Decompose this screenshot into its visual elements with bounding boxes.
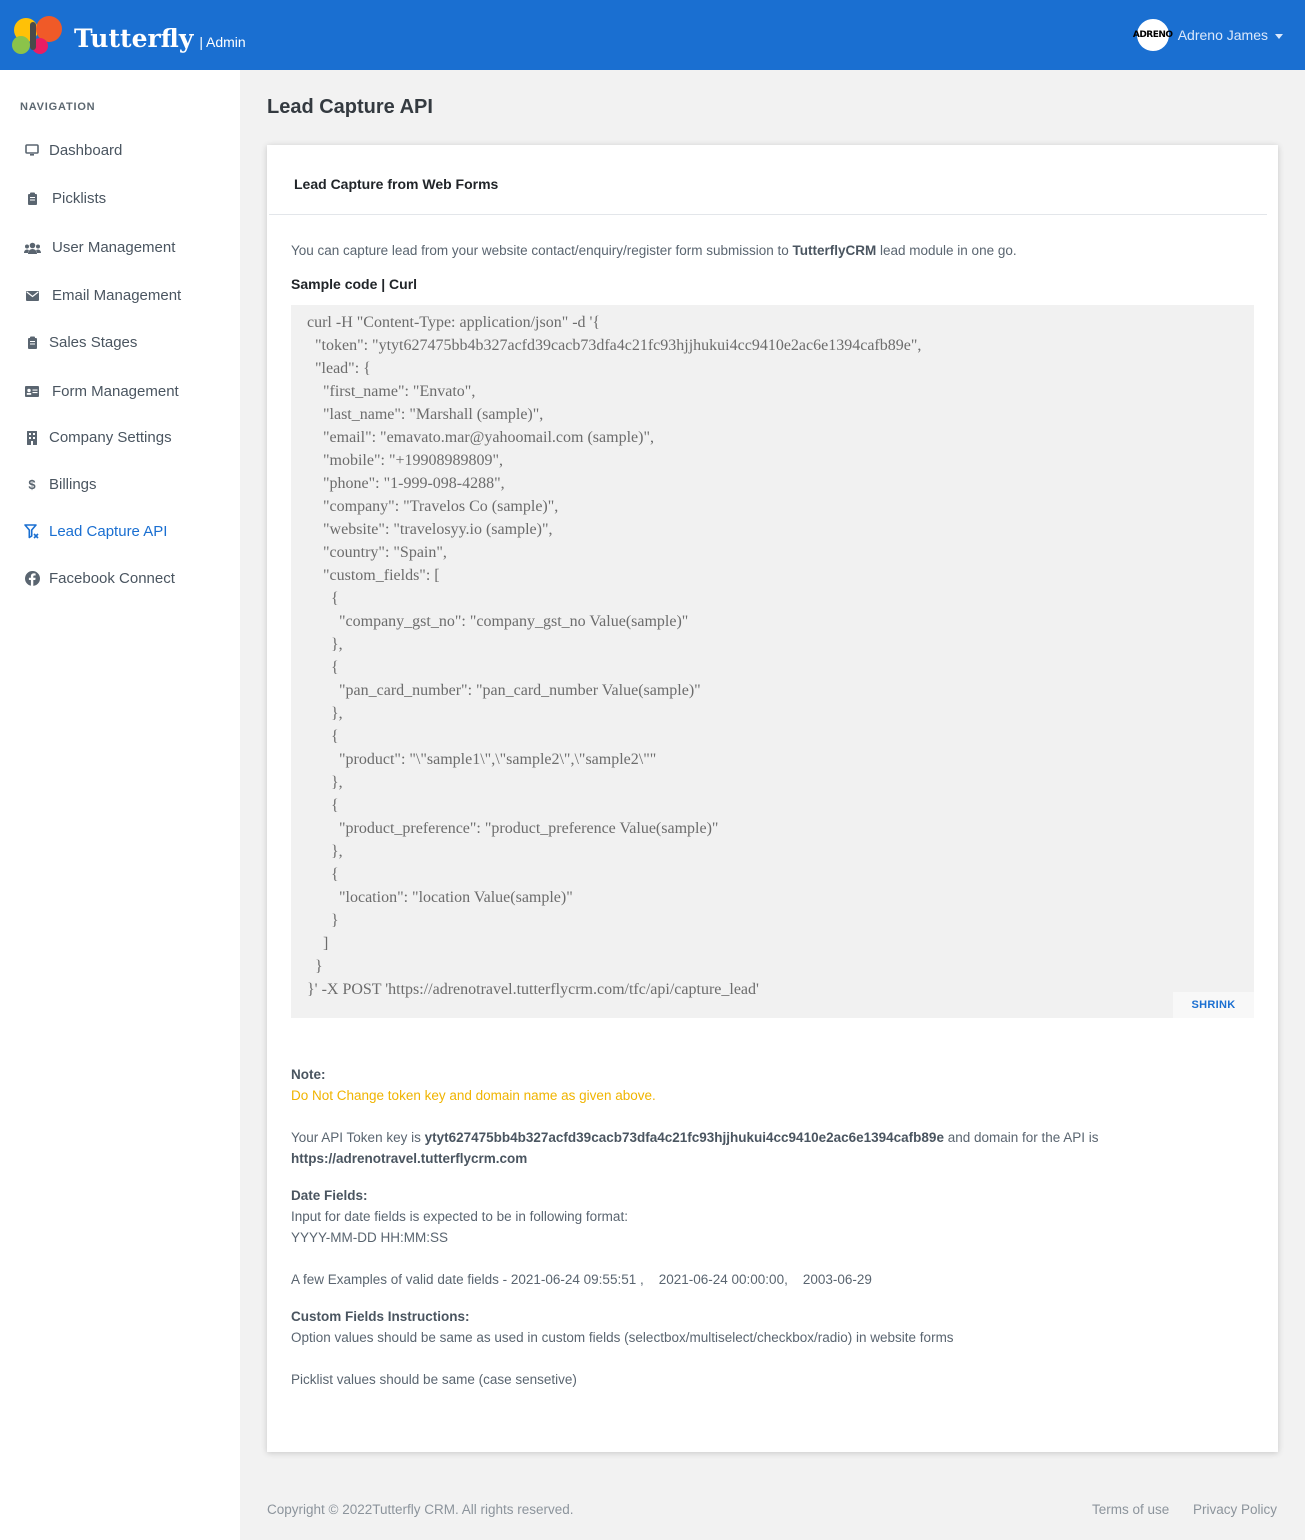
custom-fields-heading: Custom Fields Instructions:: [291, 1309, 470, 1324]
lead-capture-card: [267, 145, 1278, 1452]
api-token[interactable]: ytyt627475bb4b327acfd39cacb73dfa4c21fc93hjjhukui4cc9410e2ac6e1394cafb89e: [424, 1130, 944, 1145]
facebook-icon: [24, 571, 40, 587]
date-examples: A few Examples of valid date fields - 2021-06-24 09:55:51 , 2021-06-24 00:00:00, 2003-06-29: [291, 1272, 872, 1287]
user-menu[interactable]: [1132, 19, 1283, 51]
intro-text: [291, 243, 1017, 258]
token-line: [291, 1130, 1099, 1145]
dollar-icon: $: [28, 477, 36, 492]
nav-heading: NAVIGATION: [20, 101, 96, 113]
domain-line: [291, 1151, 527, 1166]
picklist-text: Picklist values should be same (case sensetive): [291, 1372, 577, 1387]
terms-link[interactable]: Terms of use: [1092, 1502, 1170, 1517]
code-block[interactable]: [291, 305, 1254, 1018]
intro-brand: TutterflyCRM: [792, 243, 877, 258]
note-heading: Note:: [291, 1067, 326, 1082]
sidebar-item-sales-stages[interactable]: [24, 334, 137, 351]
curl-sample-code[interactable]: curl -H "Content-Type: application/json" -d '{ "token": "ytyt627475bb4b327acfd39cacb73dfa4c21fc93hjjhukui4cc9410e2ac6e1394cafb89e", "lead": { "first_name": "Envato", "last_name": "Marshall (sample)", "email": "emavato.mar@yahoomail.com (sample)", "mobile": "+19908989809", "phone": "1-999-098-4288", "company": "Travelos Co (sample)", "website": "travelosyy.io (sample)", "country": "Spain", "custom_fields": [ { "company_gst_no": "company_gst_no Value(sample)" }, { "pan_card_number": "pan_card_number Value(sample)" }, { "product": "\"sample1\",\"sample2\",\"sample2\"" }, { "product_preference": "product_preference Value(sample)" }, { "location": "location Value(sample)" } ] } }' -X POST 'https://adrenotravel.tutterflycrm.com/tfc/api/capture_lead': [307, 314, 922, 998]
filter-icon: [24, 524, 40, 540]
warning-text: Do Not Change token key and domain name as given above.: [291, 1088, 656, 1103]
sidebar-item-label: User Management: [52, 239, 176, 256]
sidebar-item-label: Picklists: [52, 190, 107, 207]
sidebar-item-label: Lead Capture API: [49, 523, 168, 540]
avatar: [1132, 19, 1173, 51]
building-icon: [24, 430, 40, 446]
admin-label-text: Admin: [206, 34, 246, 50]
api-domain[interactable]: https://adrenotravel.tutterflycrm.com: [291, 1151, 528, 1166]
footer-copyright: Copyright © 2022Tutterfly CRM. All rights reserved.: [267, 1502, 574, 1517]
sidebar-item-email-management[interactable]: [24, 287, 181, 304]
sidebar-item-lead-capture-api[interactable]: [24, 523, 167, 540]
sidebar-item-label: Facebook Connect: [49, 570, 175, 587]
id-card-icon: [24, 384, 40, 400]
intro-prefix: You can capture lead from your website contact/enquiry/register form submission to: [291, 243, 793, 258]
token-prefix: Your API Token key is: [291, 1130, 425, 1145]
shrink-button[interactable]: SHRINK: [1173, 992, 1254, 1018]
page-title: Lead Capture API: [267, 96, 433, 118]
envelope-icon: [24, 288, 40, 304]
sidebar-item-label: Sales Stages: [49, 334, 138, 351]
sample-code-heading: Sample code | Curl: [291, 276, 418, 292]
brand-name: Tutterfly: [74, 23, 194, 53]
sidebar-item-user-management[interactable]: [24, 239, 175, 256]
sidebar-item-facebook-connect[interactable]: [24, 570, 175, 587]
brand-logo[interactable]: [10, 10, 246, 60]
sidebar-item-billings[interactable]: [24, 476, 97, 493]
privacy-link[interactable]: Privacy Policy: [1193, 1502, 1278, 1517]
sidebar: [0, 70, 240, 1540]
intro-suffix: lead module in one go.: [876, 243, 1017, 258]
top-navbar: [0, 0, 1305, 70]
date-fields-heading: Date Fields:: [291, 1188, 368, 1203]
admin-label: | Admin: [199, 34, 246, 50]
users-icon: [24, 240, 40, 256]
sidebar-item-label: Dashboard: [49, 142, 123, 159]
sidebar-item-label: Company Settings: [49, 429, 172, 446]
date-format: YYYY-MM-DD HH:MM:SS: [291, 1230, 449, 1245]
sidebar-item-company-settings[interactable]: [24, 429, 172, 446]
divider: [269, 214, 1267, 215]
date-fields-text: Input for date fields is expected to be in following format:: [291, 1209, 628, 1224]
chevron-down-icon: [1275, 34, 1283, 39]
sidebar-item-label: Billings: [49, 476, 97, 493]
clipboard-icon: [24, 191, 40, 207]
sidebar-item-label: Form Management: [52, 383, 179, 400]
avatar-text: ADRENO: [1132, 30, 1173, 40]
clipboard-icon: [24, 335, 40, 351]
user-name: Adreno James: [1177, 27, 1268, 43]
sidebar-item-form-management[interactable]: [24, 383, 179, 400]
sidebar-item-dashboard[interactable]: [24, 142, 122, 159]
custom-fields-text: Option values should be same as used in custom fields (selectbox/multiselect/checkbox/radio) in website forms: [291, 1330, 954, 1345]
card-title: Lead Capture from Web Forms: [294, 176, 499, 192]
sidebar-item-picklists[interactable]: [24, 190, 106, 207]
monitor-icon: [24, 143, 40, 159]
token-middle: and domain for the API is: [943, 1130, 1099, 1145]
sidebar-item-label: Email Management: [52, 287, 182, 304]
butterfly-logo-icon: [10, 10, 74, 60]
